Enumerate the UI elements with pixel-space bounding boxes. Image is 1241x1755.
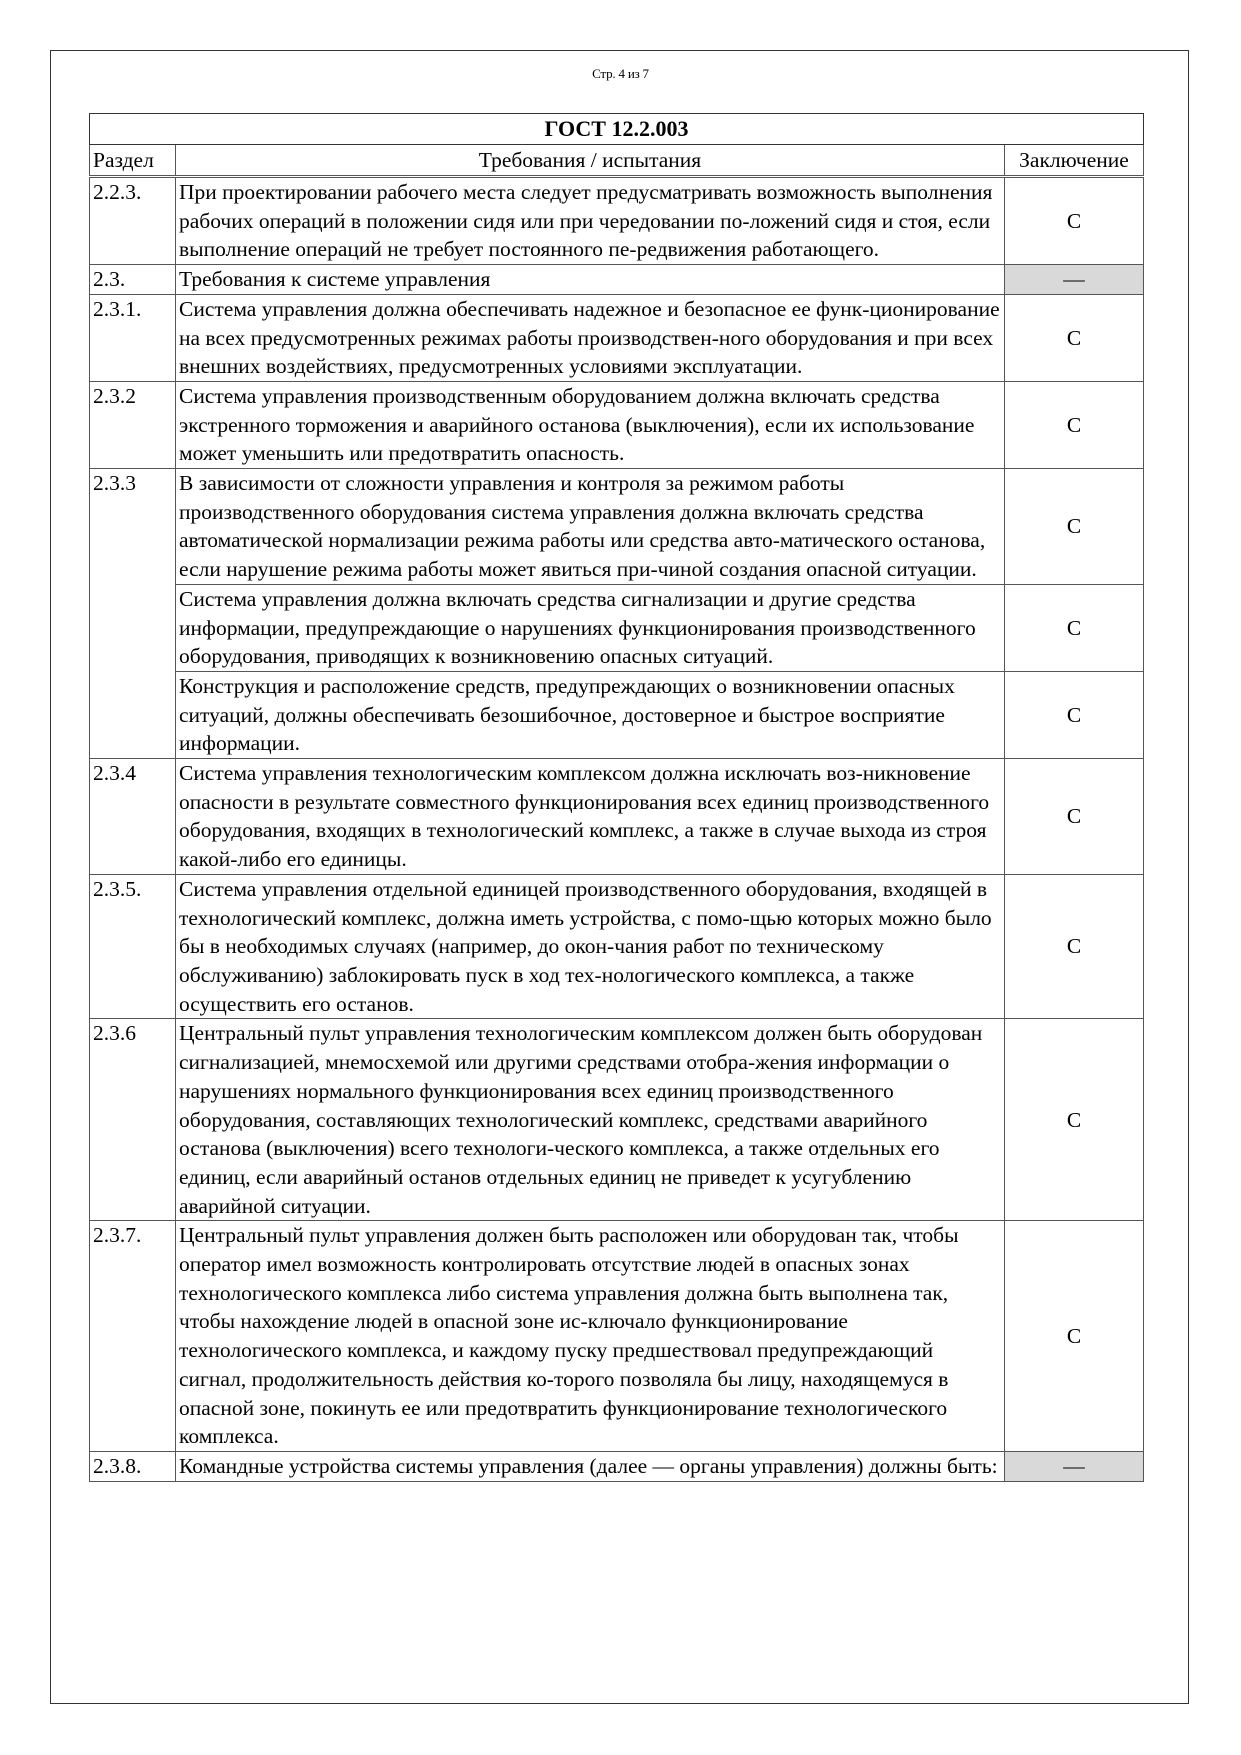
table-row: [90, 1221, 1144, 1452]
row-verdict: —: [1004, 265, 1143, 295]
row-verdict: С: [1004, 1019, 1143, 1221]
gost-requirements-table: [89, 113, 1144, 1482]
row-requirement-text: Система управления производственным оборудованием должна включать средства экстренного торможения и аварийного останова (выключения), если их использование может уменьшить или предотвратить опасность.: [176, 381, 1005, 468]
row-verdict: С: [1004, 874, 1143, 1019]
row-requirement-text: Конструкция и расположение средств, предупреждающих о возникновении опасных ситуаций, должны обеспечивать безошибочное, достоверное и быстрое восприятие информации.: [176, 671, 1005, 758]
table-row: [90, 584, 1144, 671]
row-section: 2.2.3.: [90, 177, 176, 265]
row-verdict: С: [1004, 1221, 1143, 1452]
row-requirement-text: Командные устройства системы управления (далее — органы управления) должны быть:: [176, 1451, 1005, 1481]
row-section: 2.3.3: [90, 469, 176, 585]
table-body: [90, 177, 1144, 1482]
header-requirements: Требования / испытания: [176, 145, 1005, 177]
row-section: [90, 584, 176, 671]
row-requirement-text: При проектировании рабочего места следует предусматривать возможность выполнения рабочих операций в положении сидя или при чередовании по-ложений сидя и стоя, если выполнение операций не требует постоянного пе-редвижения работающего.: [176, 177, 1005, 265]
row-section: 2.3.7.: [90, 1221, 176, 1452]
table-row: [90, 294, 1144, 381]
row-verdict: С: [1004, 469, 1143, 585]
page-number: Стр. 4 из 7: [592, 66, 649, 81]
row-section: 2.3.1.: [90, 294, 176, 381]
row-section: 2.3.8.: [90, 1451, 176, 1481]
row-section: 2.3.4: [90, 759, 176, 875]
table-row: [90, 671, 1144, 758]
table-title: ГОСТ 12.2.003: [90, 114, 1144, 145]
row-requirement-text: Центральный пульт управления должен быть расположен или оборудован так, чтобы оператор имел возможность контролировать отсутствие людей в опасных зонах технологического комплекса либо система управления должна быть выполнена так, чтобы нахождение людей в опасной зоне ис-ключало функционирование технологического комплекса, и каждому пуску предшествовал предупреждающий сигнал, продолжительность действия ко-торого позволяла бы лицу, находящемуся в опасной зоне, покинуть ее или предотвратить функционирование технологического комплекса.: [176, 1221, 1005, 1452]
row-requirement-text: Система управления технологическим комплексом должна исключать воз-никновение опасности в результате совместного функционирования всех единиц производственного оборудования, входящих в технологический комплекс, а также в случае выхода из строя какой-либо его единицы.: [176, 759, 1005, 875]
row-requirement-text: В зависимости от сложности управления и контроля за режимом работы производственного оборудования система управления должна включать средства автоматической нормализации режима работы или средства авто-матического останова, если нарушение режима работы может явиться при-чиной создания опасной ситуации.: [176, 469, 1005, 585]
row-verdict: С: [1004, 759, 1143, 875]
row-verdict: —: [1004, 1451, 1143, 1481]
row-requirement-text: Система управления отдельной единицей производственного оборудования, входящей в технологический комплекс, должна иметь устройства, с помо-щью которых можно было бы в необходимых случаях (например, до окон-чания работ по техническому обслуживанию) заблокировать пуск в ход тех-нологического комплекса, а также осуществить его останов.: [176, 874, 1005, 1019]
row-requirement-text: Центральный пульт управления технологическим комплексом должен быть оборудован сигнализацией, мнемосхемой или другими средствами отобра-жения информации о нарушениях нормального функционирования всех единиц производственного оборудования, составляющих технологический комплекс, средствами аварийного останова (выключения) всего технологи-ческого комплекса, а также отдельных его единиц, если аварийный останов отдельных единиц не приведет к усугублению аварийной ситуации.: [176, 1019, 1005, 1221]
row-section: 2.3.2: [90, 381, 176, 468]
row-verdict: С: [1004, 177, 1143, 265]
header-verdict: Заключение: [1004, 145, 1143, 177]
row-section: 2.3.: [90, 265, 176, 295]
row-verdict: С: [1004, 584, 1143, 671]
row-section: [90, 671, 176, 758]
header-row: [90, 145, 1144, 177]
row-section: 2.3.5.: [90, 874, 176, 1019]
table-row: [90, 759, 1144, 875]
header-section: Раздел: [90, 145, 176, 177]
table-row: [90, 177, 1144, 265]
table-row: [90, 1451, 1144, 1481]
table-row: [90, 265, 1144, 295]
row-requirement-text: Требования к системе управления: [176, 265, 1005, 295]
table-row: [90, 874, 1144, 1019]
row-verdict: С: [1004, 294, 1143, 381]
row-requirement-text: Система управления должна обеспечивать надежное и безопасное ее функ-ционирование на всех предусмотренных режимах работы производствен-ного оборудования и при всех внешних воздействиях, предусмотренных условиями эксплуатации.: [176, 294, 1005, 381]
row-verdict: С: [1004, 671, 1143, 758]
row-section: 2.3.6: [90, 1019, 176, 1221]
row-verdict: С: [1004, 381, 1143, 468]
row-requirement-text: Система управления должна включать средства сигнализации и другие средства информации, предупреждающие о нарушениях функционирования производственного оборудования, приводящих к возникновению опасных ситуаций.: [176, 584, 1005, 671]
table-row: [90, 381, 1144, 468]
table-row: [90, 1019, 1144, 1221]
table-row: [90, 469, 1144, 585]
